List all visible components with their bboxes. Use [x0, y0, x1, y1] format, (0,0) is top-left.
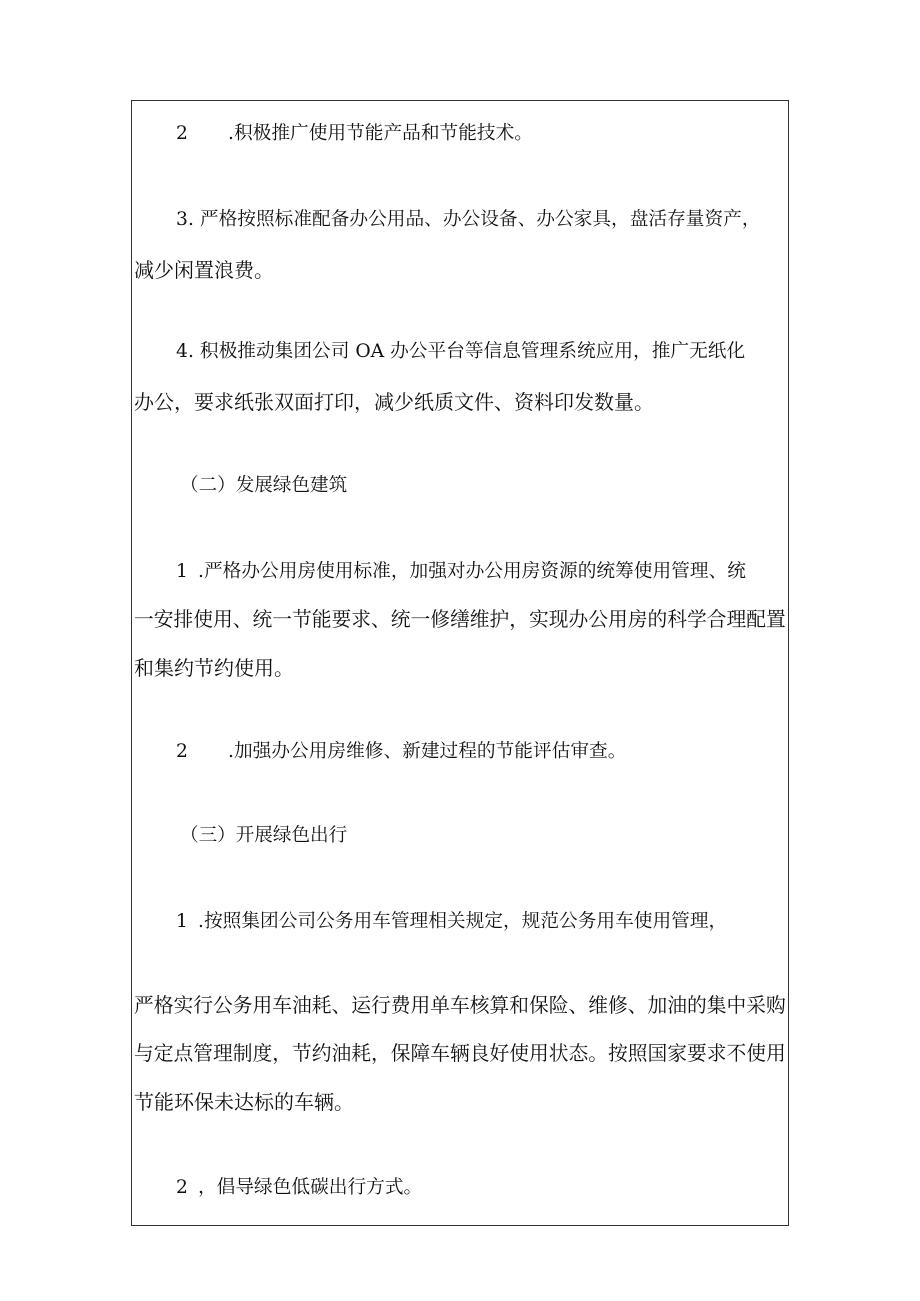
item-text: . 积极推动集团公司 OA 办公平台等信息管理系统应用，推广无纸化 — [188, 341, 746, 362]
section-heading-green-travel: （三）开展绿色出行 — [180, 825, 348, 846]
item-number: 2 — [176, 741, 188, 762]
paragraph-building-item-1-line-1 — [176, 560, 828, 584]
paragraph-item-4-line-2: 办公，要求纸张双面打印，减少纸质文件、资料印发数量。 — [134, 390, 654, 414]
paragraph-building-item-1-line-3: 和集约节约使用。 — [134, 656, 294, 680]
item-number: 2 — [176, 123, 188, 144]
item-text: .加强办公用房维修、新建过程的节能评估审查。 — [228, 741, 627, 762]
item-text: .按照集团公司公务用车管理相关规定，规范公务用车使用管理， — [198, 911, 728, 932]
paragraph-travel-item-1-line-1 — [176, 910, 828, 934]
item-number: 3 — [176, 209, 188, 230]
item-text: . 严格按照标准配备办公用品、办公设备、办公家具，盘活存量资产， — [188, 209, 761, 230]
paragraph-building-item-1-line-2: 一安排使用、统一节能要求、统一修缮维护，实现办公用房的科学合理配置 — [134, 608, 786, 631]
paragraph-building-item-2 — [176, 740, 828, 764]
paragraph-item-3-line-1 — [176, 208, 828, 232]
paragraph-travel-item-1-line-2: 严格实行公务用车油耗、运行费用单车核算和保险、维修、加油的集中采购 — [134, 994, 786, 1017]
paragraph-travel-item-1-line-3: 与定点管理制度，节约油耗，保障车辆良好使用状态。按照国家要求不使用 — [134, 1042, 786, 1065]
item-number: 1 — [176, 561, 188, 582]
paragraph-travel-item-2 — [176, 1176, 828, 1200]
paragraph-travel-item-1-line-4: 节能环保未达标的车辆。 — [134, 1090, 354, 1114]
item-text: ，倡导绿色低碳出行方式。 — [198, 1177, 423, 1198]
paragraph-item-4-line-1 — [176, 340, 828, 364]
item-text: .严格办公用房使用标准，加强对办公用房资源的统筹使用管理、统 — [198, 561, 746, 582]
item-number: 1 — [176, 911, 188, 932]
item-number: 4 — [176, 341, 188, 362]
item-number: 2 — [176, 1177, 188, 1198]
paragraph-item-2 — [176, 122, 828, 146]
paragraph-item-3-line-2: 减少闲置浪费。 — [134, 258, 274, 282]
section-heading-green-building: （二）发展绿色建筑 — [180, 475, 348, 496]
item-text: .积极推广使用节能产品和节能技术。 — [228, 123, 533, 144]
